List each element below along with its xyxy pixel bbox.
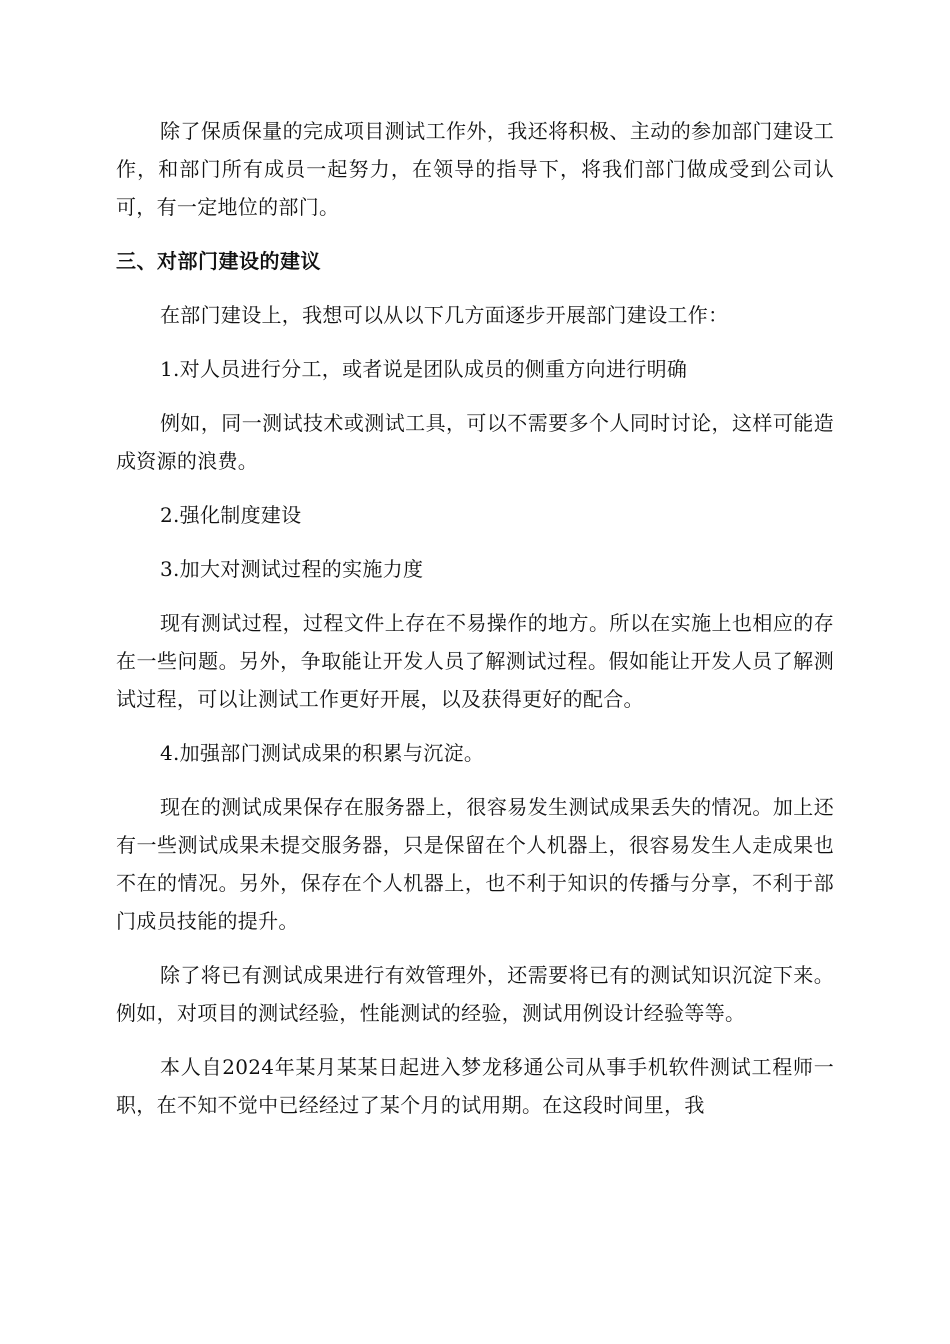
paragraph-suggestions-intro: 在部门建设上，我想可以从以下几方面逐步开展部门建设工作： xyxy=(160,303,729,327)
list-item-1-division-of-labor: 1.对人员进行分工，或者说是团队成员的侧重方向进行明确 xyxy=(160,357,688,381)
document-body xyxy=(116,112,834,1140)
section-heading-department-suggestions: 三、对部门建设的建议 xyxy=(116,249,321,273)
paragraph-self-introduction: 本人自2024年某月某某日起进入梦龙移通公司从事手机软件测试工程师一职，在不知不觉中已经经过了某个月的试用期。在这段时间里，我 xyxy=(116,1055,834,1117)
list-item-2-system-building: 2.强化制度建设 xyxy=(160,503,302,527)
paragraph-division-example: 例如，同一测试技术或测试工具，可以不需要多个人同时讨论，这样可能造成资源的浪费。 xyxy=(116,411,834,473)
list-item-4-results-accumulation: 4.加强部门测试成果的积累与沉淀。 xyxy=(160,741,485,765)
paragraph-results-storage: 现在的测试成果保存在服务器上，很容易发生测试成果丢失的情况。加上还有一些测试成果未提交服务器，只是保留在个人机器上，很容易发生人走成果也不在的情况。另外，保存在个人机器上，也不利于知识的传播与分享，不利于部门成员技能的提升。 xyxy=(116,795,834,933)
paragraph-knowledge-management: 除了将已有测试成果进行有效管理外，还需要将已有的测试知识沉淀下来。例如，对项目的测试经验，性能测试的经验，测试用例设计经验等等。 xyxy=(116,963,834,1025)
list-item-3-process-implementation: 3.加大对测试过程的实施力度 xyxy=(160,557,424,581)
paragraph-process-detail: 现有测试过程，过程文件上存在不易操作的地方。所以在实施上也相应的存在一些问题。另外，争取能让开发人员了解测试过程。假如能让开发人员了解测试过程，可以让测试工作更好开展，以及获得更好的配合。 xyxy=(116,611,834,711)
paragraph-department-commitment: 除了保质保量的完成项目测试工作外，我还将积极、主动的参加部门建设工作，和部门所有成员一起努力，在领导的指导下，将我们部门做成受到公司认可，有一定地位的部门。 xyxy=(116,119,834,219)
